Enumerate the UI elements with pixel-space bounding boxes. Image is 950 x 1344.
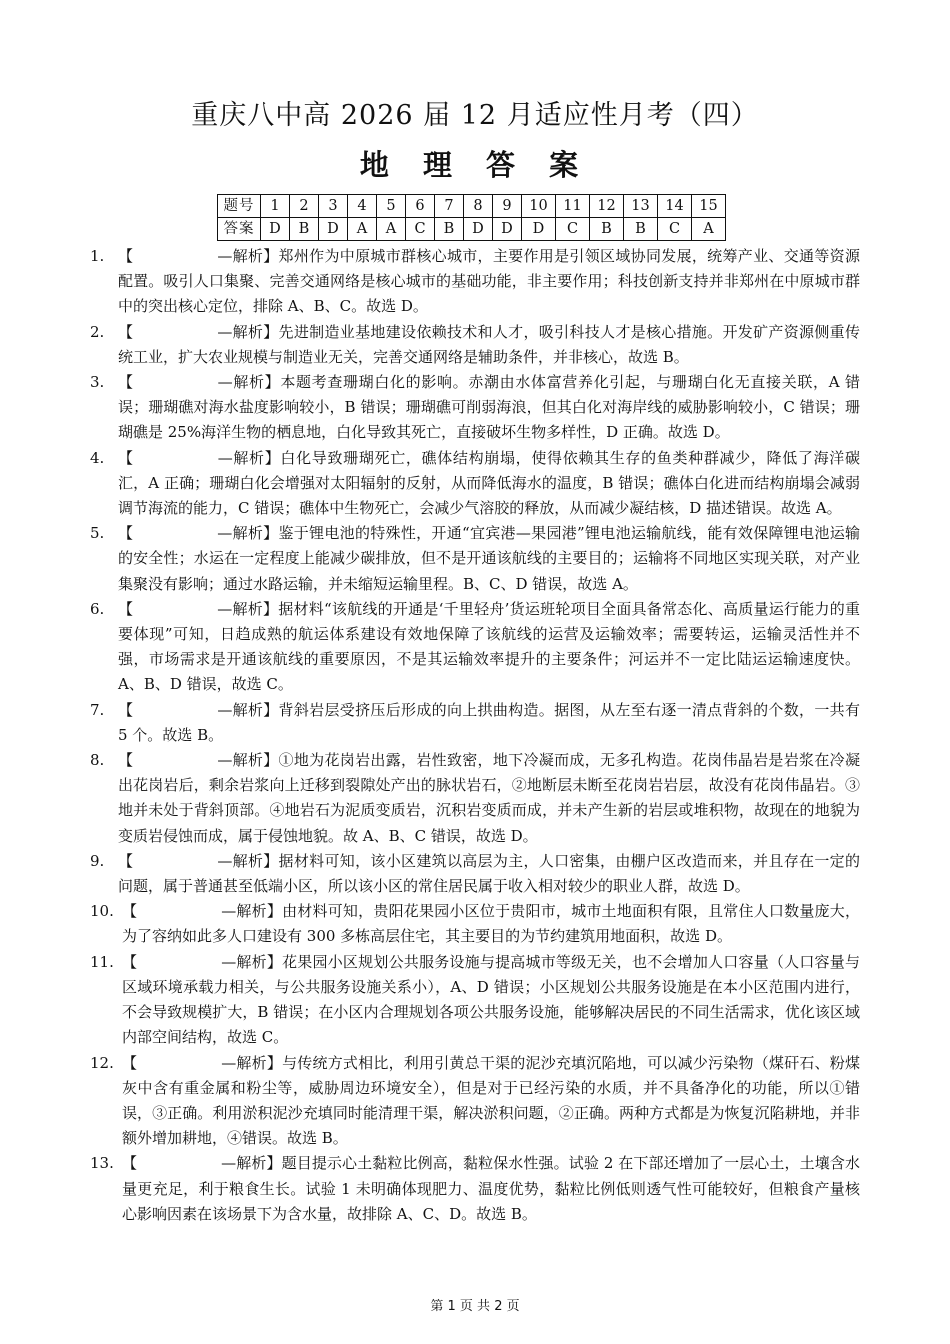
explanation-item — [90, 849, 860, 899]
question-number-cell: 15 — [692, 195, 726, 218]
item-number: 5. — [90, 524, 105, 543]
question-number-cell: 7 — [435, 195, 464, 218]
answer-cell: D — [261, 218, 290, 241]
answer-cell: A — [348, 218, 377, 241]
item-number: 6. — [90, 599, 105, 618]
answer-table-header: 题号 — [218, 195, 261, 218]
bracket: 【 — [122, 1154, 138, 1173]
analysis-tag: —解析】 — [217, 247, 279, 265]
explanation-item — [90, 748, 860, 849]
bracket: 【 — [122, 902, 138, 921]
analysis-text: ①地为花岗岩出露，岩性致密，地下冷凝而成，无多孔构造。花岗伟晶岩是岩浆在冷凝出花岗岩后，剩余岩浆向上迁移到裂隙处产出的脉状岩石，②地断层未断至花岗岩岩层，故没有花岗伟晶岩。③地并未处于背斜顶部。④地岩石为泥质变质岩，沉积岩变质而成，并未产生新的岩层或堆积物，故现在的地貌为变质岩侵蚀而成，属于侵蚀地貌。故 A、B、C 错误，故选 D。 — [118, 751, 860, 845]
item-number: 4. — [90, 448, 105, 467]
question-number-cell: 11 — [556, 195, 590, 218]
question-number-cell: 3 — [319, 195, 348, 218]
explanation-item — [90, 597, 860, 698]
answer-cell: D — [319, 218, 348, 241]
analysis-text: 先进制造业基地建设依赖技术和人才，吸引科技人才是核心措施。开发矿产资源侧重传统工业，扩大农业规模与制造业无关，完善交通网络是辅助条件，并非核心，故选 B。 — [118, 322, 860, 366]
question-number-cell: 6 — [406, 195, 435, 218]
page-subtitle: 地 理 答 案 — [359, 148, 591, 182]
answer-cell: C — [556, 218, 590, 241]
analysis-text: 背斜岩层受挤压后形成的向上拱曲构造。据图，从左至右逐一清点背斜的个数，一共有 5 个。故选 B。 — [118, 700, 860, 744]
analysis-tag: —解析】 — [217, 373, 281, 392]
explanation-item — [90, 521, 860, 597]
bracket: 【 — [118, 247, 134, 265]
answer-cell: B — [435, 218, 464, 241]
item-number: 12. — [90, 1053, 114, 1072]
answer-cell: B — [624, 218, 658, 241]
bracket: 【 — [118, 599, 134, 618]
item-number: 11. — [90, 952, 114, 971]
item-number: 3. — [90, 373, 105, 392]
bracket: 【 — [122, 1053, 138, 1072]
analysis-text: 题目提示心土黏粒比例高，黏粒保水性强。试验 2 在下部还增加了一层心土，土壤含水量更充足，利于粮食生长。试验 1 未明确体现肥力、温度优势，黏粒比例低则透气性可能较好，但粮食产量核心影响因素在该场景下为含水量，故排除 A、C、D。故选 B。 — [122, 1154, 860, 1223]
explanation-item — [90, 244, 860, 320]
explanation-item — [90, 1151, 860, 1227]
item-number: 1. — [90, 247, 105, 265]
answer-table-header: 答案 — [218, 218, 261, 241]
answer-cell: B — [590, 218, 624, 241]
question-number-cell: 8 — [464, 195, 493, 218]
answer-cell: A — [692, 218, 726, 241]
question-number-cell: 5 — [377, 195, 406, 218]
bracket: 【 — [118, 851, 134, 870]
analysis-text: 与传统方式相比，利用引黄总干渠的泥沙充填沉陷地，可以减少污染物（煤矸石、粉煤灰中含有重金属和粉尘等，威胁周边环境安全），但是对于已经污染的水质，并不具备净化的功能，所以①错误，③正确。利用淤积泥沙充填同时能清理干渠，解决淤积问题，②正确。两种方式都是为恢复沉陷耕地，并非额外增加耕地，④错误。故选 B。 — [122, 1053, 860, 1148]
analysis-tag: —解析】 — [217, 751, 279, 770]
explanation-item — [90, 446, 860, 522]
question-number-cell: 10 — [522, 195, 556, 218]
explanation-item — [90, 950, 860, 1051]
explanation-item — [90, 320, 860, 370]
answer-cell: D — [522, 218, 556, 241]
analysis-tag: —解析】 — [217, 700, 279, 719]
answer-cell: B — [290, 218, 319, 241]
analysis-text: 郑州作为中原城市群核心城市，主要作用是引领区域协同发展，统筹产业、交通等资源配置。吸引人口集聚、完善交通网络是核心城市的基础功能，非主要作用；科技创新支持并非郑州在中原城市群中的突出核心定位，排除 A、B、C。故选 D。 — [118, 247, 860, 316]
answer-cell: D — [464, 218, 493, 241]
question-number-cell: 14 — [658, 195, 692, 218]
answer-cell: C — [406, 218, 435, 241]
explanation-list — [90, 244, 860, 1227]
question-number-cell: 4 — [348, 195, 377, 218]
analysis-text: 据材料可知，该小区建筑以高层为主，人口密集，由棚户区改造而来，并且存在一定的问题，属于普通甚至低端小区，所以该小区的常住居民属于收入相对较少的职业人群，故选 D。 — [118, 851, 860, 896]
analysis-tag: —解析】 — [221, 1154, 282, 1173]
analysis-tag: —解析】 — [217, 599, 279, 618]
analysis-tag: —解析】 — [217, 851, 279, 870]
analysis-tag: —解析】 — [217, 524, 279, 543]
analysis-tag: —解析】 — [217, 448, 281, 467]
question-number-cell: 2 — [290, 195, 319, 218]
analysis-tag: —解析】 — [221, 952, 283, 971]
explanation-item — [90, 899, 860, 949]
item-number: 10. — [90, 902, 114, 921]
bracket: 【 — [118, 448, 134, 467]
item-number: 9. — [90, 851, 105, 870]
analysis-text: 白化导致珊瑚死亡，礁体结构崩塌，使得依赖其生存的鱼类种群减少，降低了海洋碳汇，A 正确；珊瑚白化会增强对太阳辐射的反射，从而降低海水的温度，B 错误；礁体白化进而结构崩塌会减弱调节海流的能力，C 错误；礁体中生物死亡，会减少气溶胶的释放，从而减少凝结核，D 描述错误。故选 A。 — [118, 448, 860, 518]
explanation-item — [90, 370, 860, 446]
bracket: 【 — [118, 373, 134, 392]
bracket: 【 — [122, 952, 138, 971]
item-number: 13. — [90, 1154, 114, 1173]
analysis-text: 鉴于锂电池的特殊性，开通“宜宾港—果园港”锂电池运输航线，能有效保障锂电池运输的安全性；水运在一定程度上能减少碳排放，但不是开通该航线的主要目的；运输将不同地区实现关联，对产业集聚没有影响；通过水路运输，并未缩短运输里程。B、C、D 错误，故选 A。 — [118, 524, 860, 593]
answer-table-row-answers — [218, 218, 726, 241]
page-title: 重庆八中高 2026 届 12 月适应性月考（四） — [191, 100, 759, 131]
analysis-tag: —解析】 — [221, 902, 283, 921]
analysis-text: 本题考查珊瑚白化的影响。赤潮由水体富营养化引起，与珊瑚白化无直接关联，A 错误；珊瑚礁对海水盐度影响较小，B 错误；珊瑚礁可削弱海浪，但其白化对海岸线的威胁影响较小，C 错误；珊瑚礁是 25%海洋生物的栖息地，白化导致其死亡，直接破坏生物多样性，D 正确。故选 D。 — [118, 373, 860, 442]
bracket: 【 — [118, 322, 134, 341]
answer-table — [217, 194, 726, 241]
question-number-cell: 13 — [624, 195, 658, 218]
answer-cell: A — [377, 218, 406, 241]
analysis-text: 花果园小区规划公共服务设施与提高城市等级无关，也不会增加人口容量（人口容量与区域环境承载力相关，与公共服务设施关系小），A、D 错误；小区规划公共服务设施是在本小区范围内进行，不会导致规模扩大，B 错误；在小区内合理规划各项公共服务设施，能够解决居民的不同生活需求，优化该区域内部空间结构，故选 C。 — [122, 952, 860, 1047]
bracket: 【 — [118, 700, 134, 719]
answer-cell: D — [493, 218, 522, 241]
item-number: 8. — [90, 751, 105, 770]
item-number: 2. — [90, 322, 105, 341]
analysis-tag: —解析】 — [217, 322, 279, 341]
analysis-text: 由材料可知，贵阳花果园小区位于贵阳市，城市土地面积有限，且常住人口数量庞大，为了容纳如此多人口建设有 300 多栋高层住宅，其主要目的为节约建筑用地面积，故选 D。 — [122, 902, 860, 946]
analysis-text: 据材料“该航线的开通是‘千里轻舟’货运班轮项目全面具备常态化、高质量运行能力的重要体现”可知，日趋成熟的航运体系建设有效地保障了该航线的运营及运输效率；需要转运，运输灵活性并不强，市场需求是开通该航线的重要原因，不是其运输效率提升的主要条件；河运并不一定比陆运运输速度快。A、B、D 错误，故选 C。 — [118, 599, 860, 694]
answer-cell: C — [658, 218, 692, 241]
bracket: 【 — [118, 751, 134, 770]
explanation-item — [90, 698, 860, 748]
answer-table-row-numbers — [218, 195, 726, 218]
question-number-cell: 12 — [590, 195, 624, 218]
bracket: 【 — [118, 524, 134, 543]
question-number-cell: 9 — [493, 195, 522, 218]
analysis-tag: —解析】 — [221, 1053, 283, 1072]
item-number: 7. — [90, 700, 105, 719]
page-footer: 第 1 页 共 2 页 — [430, 1299, 520, 1314]
explanation-item — [90, 1051, 860, 1152]
question-number-cell: 1 — [261, 195, 290, 218]
